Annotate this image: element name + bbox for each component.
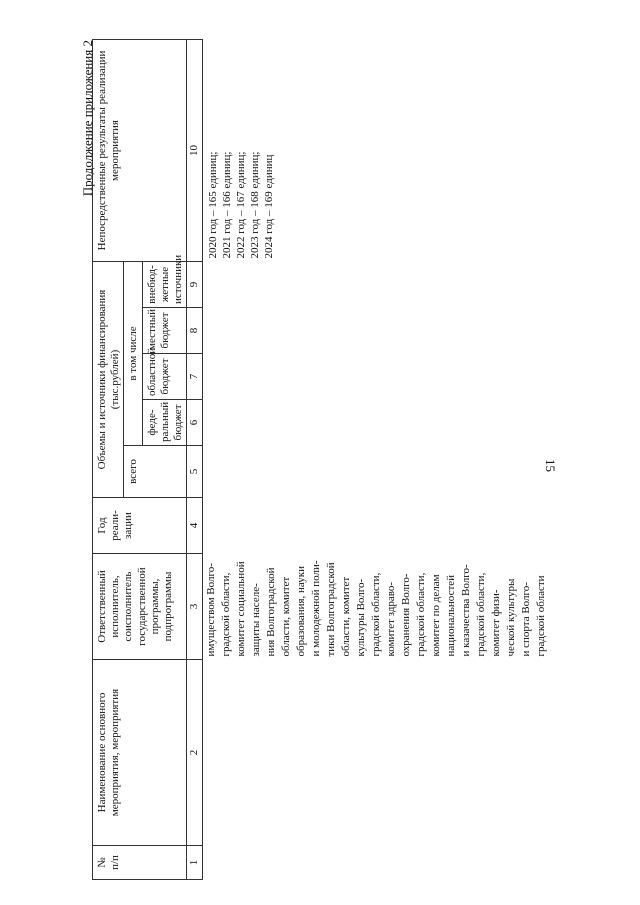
column-number: 3 bbox=[187, 554, 203, 660]
table-row bbox=[203, 39, 551, 879]
row-num-cell bbox=[203, 846, 551, 880]
header-total: всего bbox=[124, 446, 187, 498]
funding-table bbox=[92, 39, 550, 880]
results-list bbox=[204, 42, 276, 258]
row-regional-cell bbox=[203, 354, 551, 400]
row-name-cell bbox=[203, 660, 551, 846]
header-executor: Ответственный исполнитель, соисполнитель государственной программы, подпрограммы bbox=[93, 554, 187, 660]
page-number: 15 bbox=[543, 459, 558, 472]
column-number: 7 bbox=[187, 354, 203, 400]
header-including: в том числе bbox=[124, 261, 142, 445]
column-number: 4 bbox=[187, 498, 203, 554]
column-number: 6 bbox=[187, 400, 203, 446]
row-federal-cell bbox=[203, 400, 551, 446]
header-offbudget: внебюд- жетные источники bbox=[142, 261, 187, 307]
header-name: Наименование основного мероприятия, мероприятия bbox=[93, 660, 187, 846]
header-results: Непосредственные результаты реализации мероприятия bbox=[93, 39, 187, 261]
header-local: местный бюджет bbox=[142, 308, 187, 354]
list-item: 2023 год – 168 единиц; bbox=[249, 151, 262, 259]
header-num: № п/п bbox=[93, 846, 187, 880]
column-number: 5 bbox=[187, 446, 203, 498]
row-total-cell bbox=[203, 446, 551, 498]
row-executor-cell bbox=[203, 554, 551, 660]
column-number: 1 bbox=[187, 846, 203, 880]
list-item: 2022 год – 167 единиц; bbox=[235, 151, 248, 259]
row-year-cell bbox=[203, 498, 551, 554]
column-number: 8 bbox=[187, 308, 203, 354]
column-number: 10 bbox=[187, 39, 203, 261]
executor-text: имуществом Волго- градской области, комитет социальной защиты населе- ния Волгоградской области, комитет образования, науки и молодежной поли- тики Волгоградской области, комитет культуры Волго- градской области, комитет здраво- охранения Волго- градской области, комитет по делам национальностей и казачества Волго- градской области, комитет физи- ческой культуры и спорта Волго- градской области bbox=[205, 560, 548, 657]
header-regional: областной бюджет bbox=[142, 354, 187, 400]
row-offbudget-cell bbox=[203, 261, 551, 307]
row-local-cell bbox=[203, 308, 551, 354]
appendix-continuation-label: Продолжение приложения 2 bbox=[80, 40, 95, 197]
column-number: 2 bbox=[187, 660, 203, 846]
column-number: 9 bbox=[187, 261, 203, 307]
list-item: 2024 год – 169 единиц bbox=[263, 154, 276, 259]
row-results-cell bbox=[203, 39, 551, 261]
header-federal: феде- ральный бюджет bbox=[142, 400, 187, 446]
list-item: 2020 год – 165 единиц; bbox=[207, 151, 220, 259]
list-item: 2021 год – 166 единиц; bbox=[221, 151, 234, 259]
header-funding-group: Объемы и источники финансирования (тыс.рублей) bbox=[93, 261, 124, 497]
header-year: Год реали- зации bbox=[93, 498, 187, 554]
document-page bbox=[80, 40, 640, 880]
